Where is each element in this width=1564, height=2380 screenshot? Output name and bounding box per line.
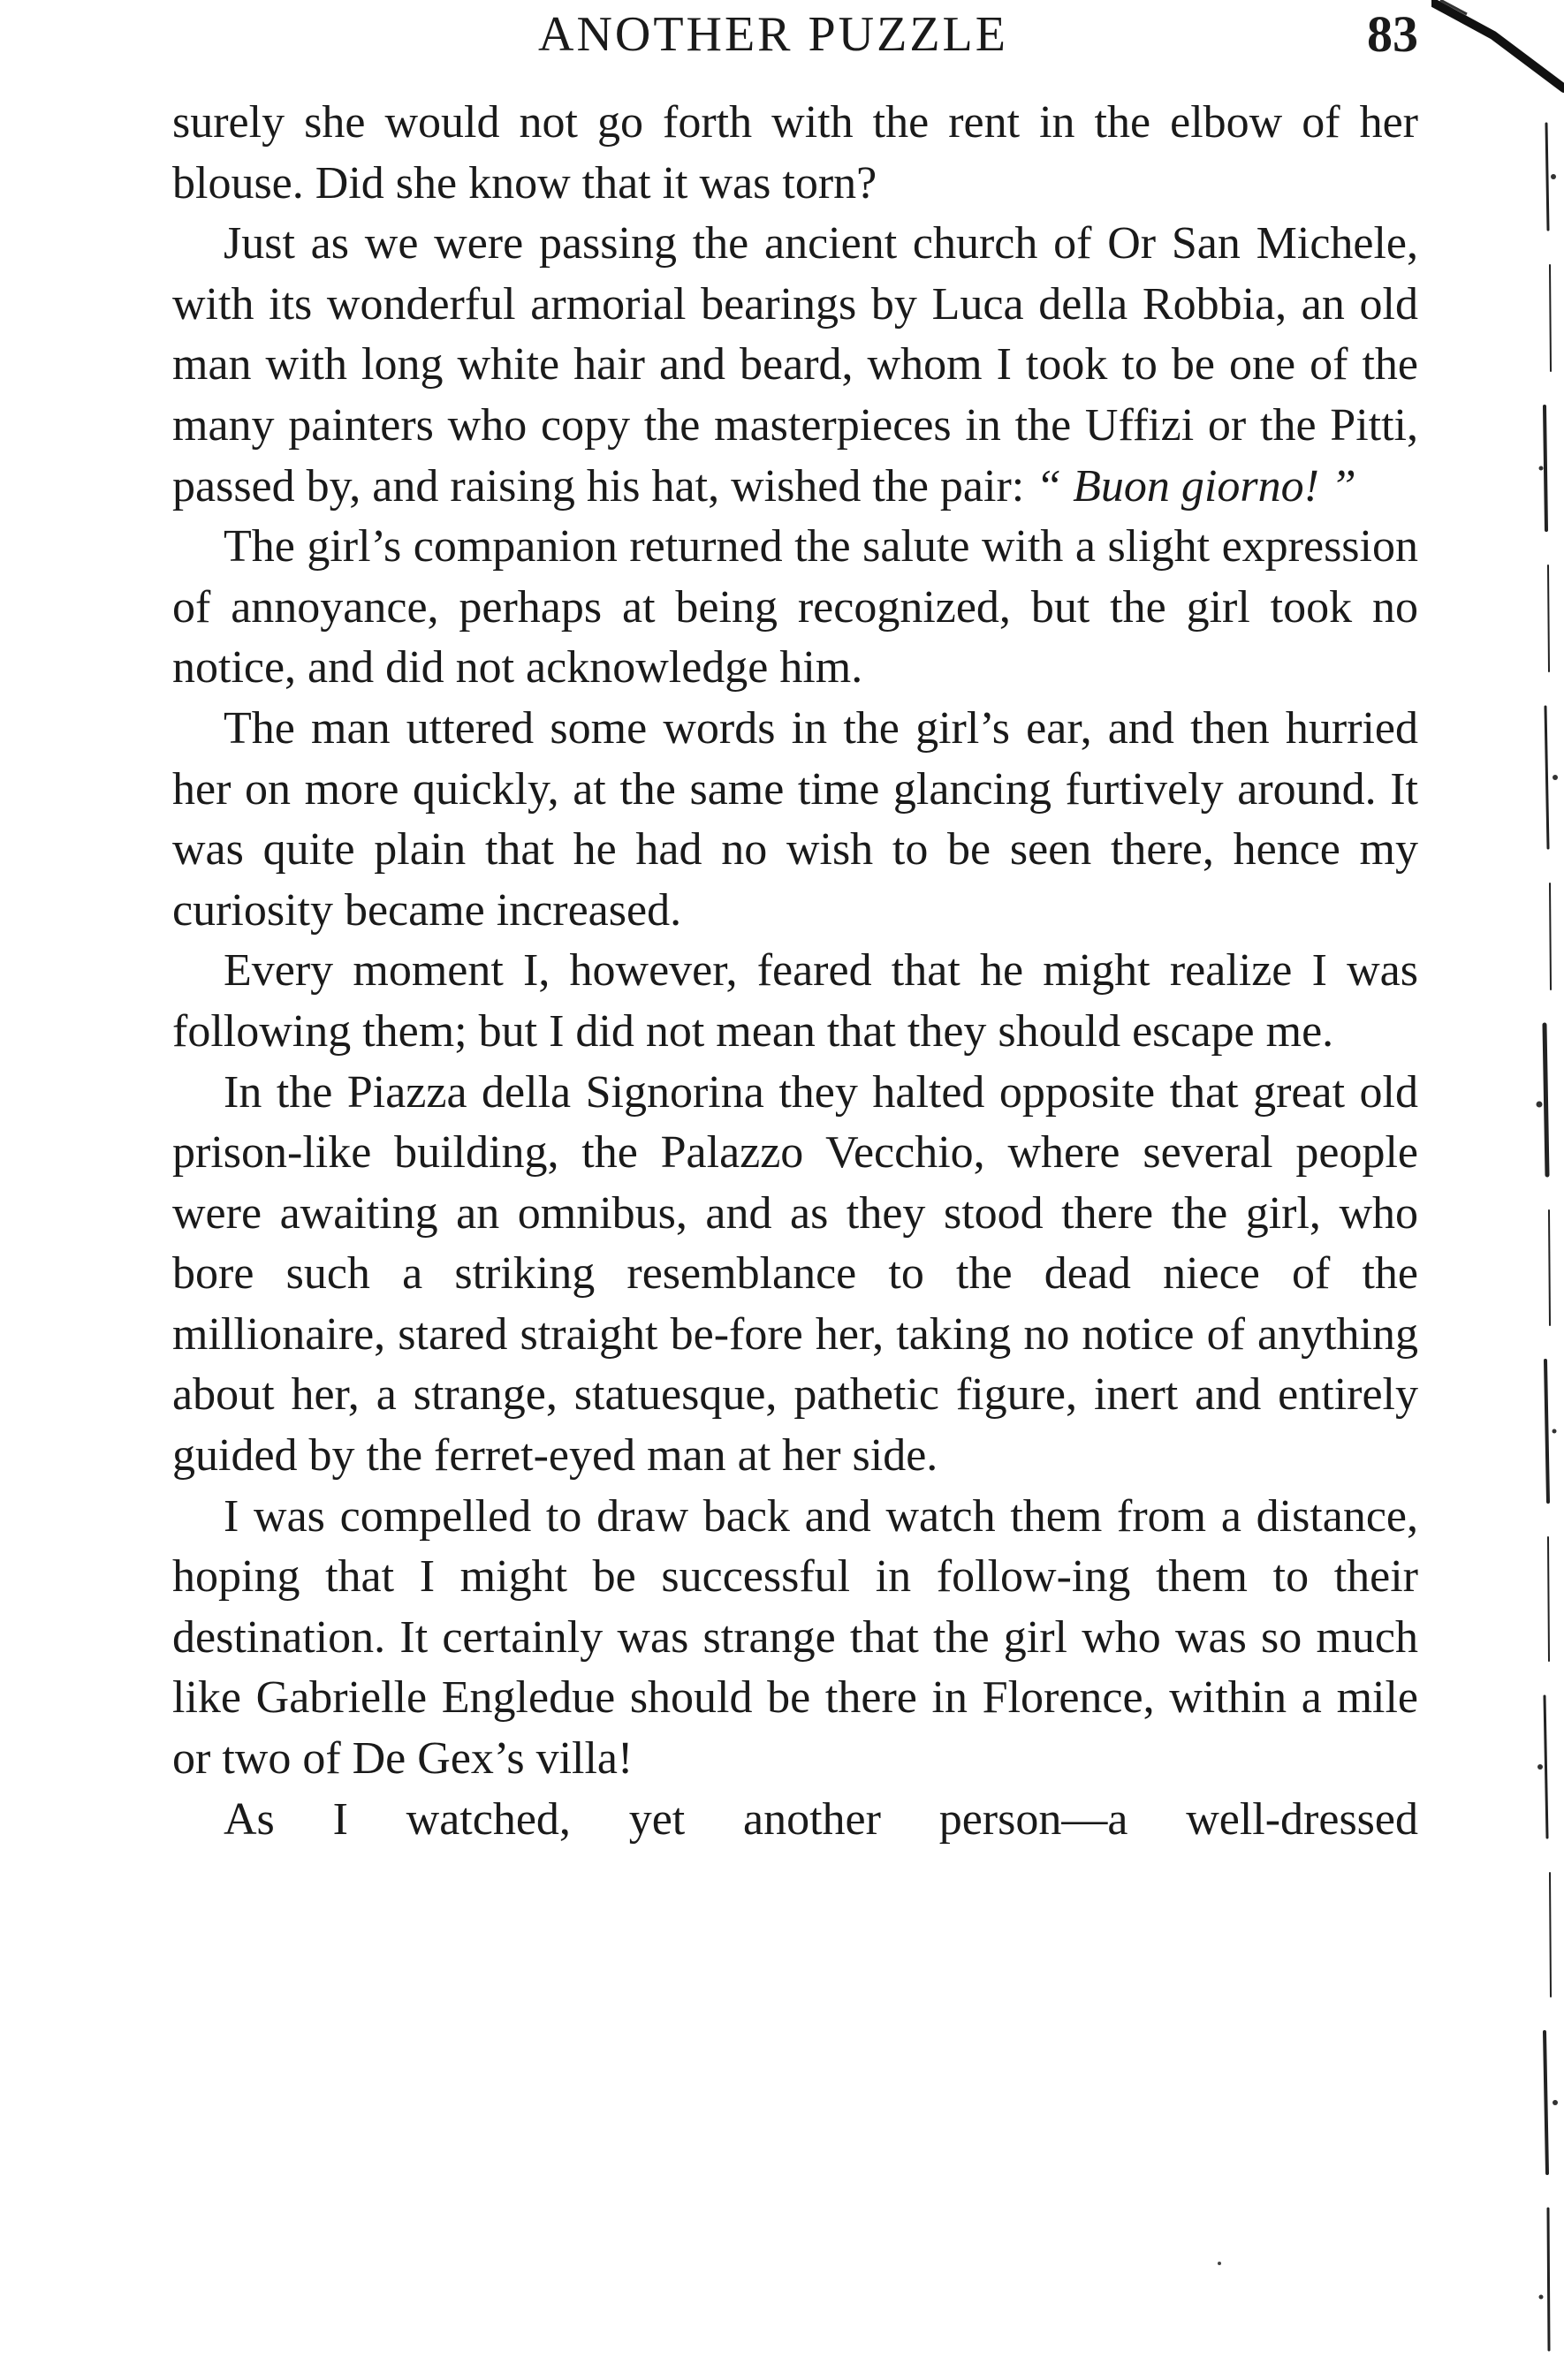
running-head [172, 4, 1418, 65]
stray-mark [1218, 2262, 1221, 2265]
paragraph: As I watched, yet another person—a well-dressed [224, 1793, 1418, 1845]
page-number: 83 [1367, 5, 1418, 63]
paragraph: The man uttered some words in the girl’s ear, and then hurried her on more quickly, at the same time glancing furtively around. It was quite plain that he had no wish to be seen there, hence my curiosity became increased. [172, 702, 1418, 936]
paragraph: surely she would not go forth with the rent in the elbow of her blouse. Did she know that it was torn? [172, 97, 1418, 208]
paragraph [172, 214, 1418, 517]
chapter-title: ANOTHER PUZZLE [538, 7, 1008, 62]
scan-edge-marks [1529, 0, 1564, 2380]
italic-greeting: “ Buon giorno! ” [1036, 460, 1356, 512]
paragraph: In the Piazza della Signorina they halted opposite that great old prison-like building, the Palazzo Vecchio, where several people were awaiting an omnibus, and as they stood there the girl, who bore such a striking resemblance to the dead niece of the millionaire, stared straight be-fore her, taking no notice of anything about her, a strange, statuesque, pathetic figure, inert and entirely guided by the ferret-eyed man at her side. [172, 1066, 1418, 1482]
paragraph: Every moment I, however, feared that he might realize I was following them; but I did not mean that they should escape me. [172, 945, 1418, 1057]
paragraph: The girl’s companion returned the salute with a slight expression of annoyance, perhaps at being recognized, but the girl took no notice, and did not acknowledge him. [172, 521, 1418, 694]
paragraph: I was compelled to draw back and watch them from a distance, hoping that I might be successful in follow-ing them to their destination. It certainly was strange that the girl who was so much like Gabrielle Engledue should be there in Florence, within a mile or two of De Gex’s villa! [172, 1490, 1418, 1785]
paragraph-text: Just as we were passing the ancient church of Or San Michele, with its wonderful armorial bearings by Luca della Robbia, an old man with long white hair and beard, whom I took to be one of the many painters who copy the masterpieces in the Uffizi or the Pitti, passed by, and raising his hat, wished the pair: [172, 218, 1418, 512]
body-text [172, 93, 1418, 1850]
